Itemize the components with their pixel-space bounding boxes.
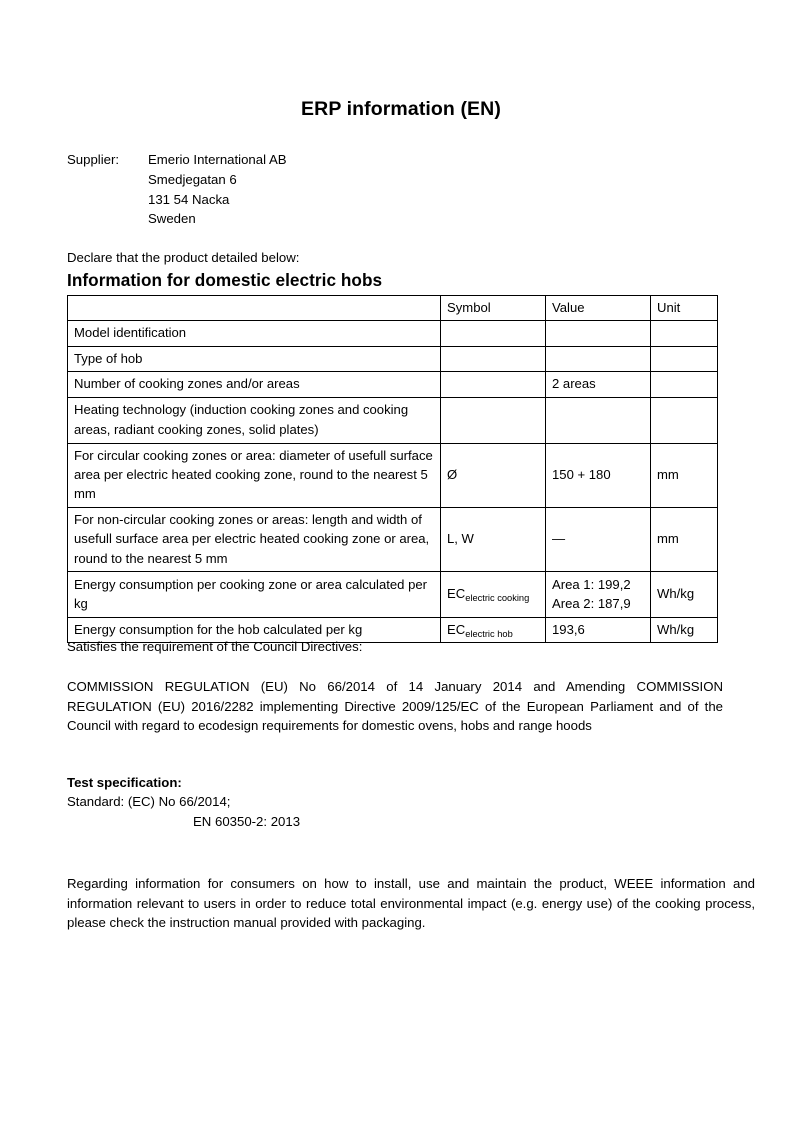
cell-value: — <box>546 507 651 571</box>
regulation-paragraph: COMMISSION REGULATION (EU) No 66/2014 of 14 January 2014 and Amending COMMISSION REGULATION (EU) 2016/2282 implementing Directive 2009/125/EC of the European Parliament and of the Council with regard to ecodesign requirements for domestic ovens, hobs and range hoods <box>67 679 723 733</box>
symbol-subscript: electric hob <box>465 629 513 640</box>
symbol-base: EC <box>447 622 466 638</box>
cell-symbol <box>441 346 546 371</box>
cell-unit: mm <box>651 507 718 571</box>
column-header-symbol: Symbol <box>441 296 546 321</box>
table-row <box>68 443 718 507</box>
cell-value <box>546 572 651 618</box>
test-specification-title: Test specification: <box>67 775 182 790</box>
consumer-information-paragraph: Regarding information for consumers on how to install, use and maintain the product, WEEE information and information relevant to users in order to reduce total environmental impact (e.g. energy use) of the cooking process, please check the instruction manual provided with packaging. <box>67 876 755 930</box>
supplier-address <box>148 150 567 229</box>
cell-value: 150 + 180 <box>546 443 651 507</box>
cell-value: 2 areas <box>546 372 651 397</box>
cell-unit <box>651 346 718 371</box>
cell-unit <box>651 372 718 397</box>
cell-description: Energy consumption per cooking zone or area calculated per kg <box>68 572 441 618</box>
declare-statement: Declare that the product detailed below: <box>67 250 300 265</box>
table-header-row <box>68 296 718 321</box>
cell-value-line-2: Area 2: 187,9 <box>552 596 631 612</box>
cell-value: 193,6 <box>546 618 651 643</box>
section-heading: Information for domestic electric hobs <box>67 270 383 290</box>
column-header-value: Value <box>546 296 651 321</box>
cell-unit <box>651 321 718 346</box>
cell-unit: mm <box>651 443 718 507</box>
cell-symbol: Ø <box>441 443 546 507</box>
cell-description: For circular cooking zones or area: diameter of usefull surface area per electric heated cooking zone, round to the nearest 5 mm <box>68 443 441 507</box>
cell-description: Energy consumption for the hob calculated per kg <box>68 618 441 643</box>
cell-unit: Wh/kg <box>651 572 718 618</box>
cell-value <box>546 346 651 371</box>
test-specification-norm: EN 60350-2: 2013 <box>193 814 301 829</box>
cell-description: Type of hob <box>68 346 441 371</box>
cell-value <box>546 397 651 443</box>
satisfies-statement: Satisfies the requirement of the Council Directives: <box>67 639 363 654</box>
table-row <box>68 346 718 371</box>
table-row <box>68 321 718 346</box>
cell-value-line-1: Area 1: 199,2 <box>552 576 631 592</box>
cell-symbol <box>441 372 546 397</box>
cell-symbol: L, W <box>441 507 546 571</box>
page-title: ERP information (EN) <box>301 98 501 120</box>
erp-information-table <box>67 295 718 643</box>
supplier-address-line-2: Smedjegatan 6 <box>148 171 237 187</box>
symbol-subscript: electric cooking <box>465 593 530 604</box>
cell-unit: Wh/kg <box>651 618 718 643</box>
cell-symbol <box>441 572 546 618</box>
test-specification-standard: Standard: (EC) No 66/2014; <box>67 794 231 809</box>
cell-description: For non-circular cooking zones or areas: length and width of usefull surface area per electric heated cooking zone or area, round to the nearest 5 mm <box>68 507 441 571</box>
supplier-block <box>67 150 567 229</box>
supplier-address-line-3: 131 54 Nacka <box>148 191 230 207</box>
cell-symbol <box>441 321 546 346</box>
symbol-base: EC <box>447 586 466 602</box>
column-header-unit: Unit <box>651 296 718 321</box>
table-row <box>68 507 718 571</box>
column-header-description <box>68 296 441 321</box>
cell-description: Number of cooking zones and/or areas <box>68 372 441 397</box>
table-row <box>68 372 718 397</box>
cell-description: Model identification <box>68 321 441 346</box>
cell-unit <box>651 397 718 443</box>
cell-symbol <box>441 397 546 443</box>
supplier-label: Supplier: <box>67 152 120 167</box>
cell-value <box>546 321 651 346</box>
table-row <box>68 572 718 618</box>
supplier-row <box>67 150 567 229</box>
supplier-address-line-4: Sweden <box>148 211 196 227</box>
cell-description: Heating technology (induction cooking zones and cooking areas, radiant cooking zones, solid plates) <box>68 397 441 443</box>
table-row <box>68 397 718 443</box>
supplier-address-line-1: Emerio International AB <box>148 152 287 167</box>
